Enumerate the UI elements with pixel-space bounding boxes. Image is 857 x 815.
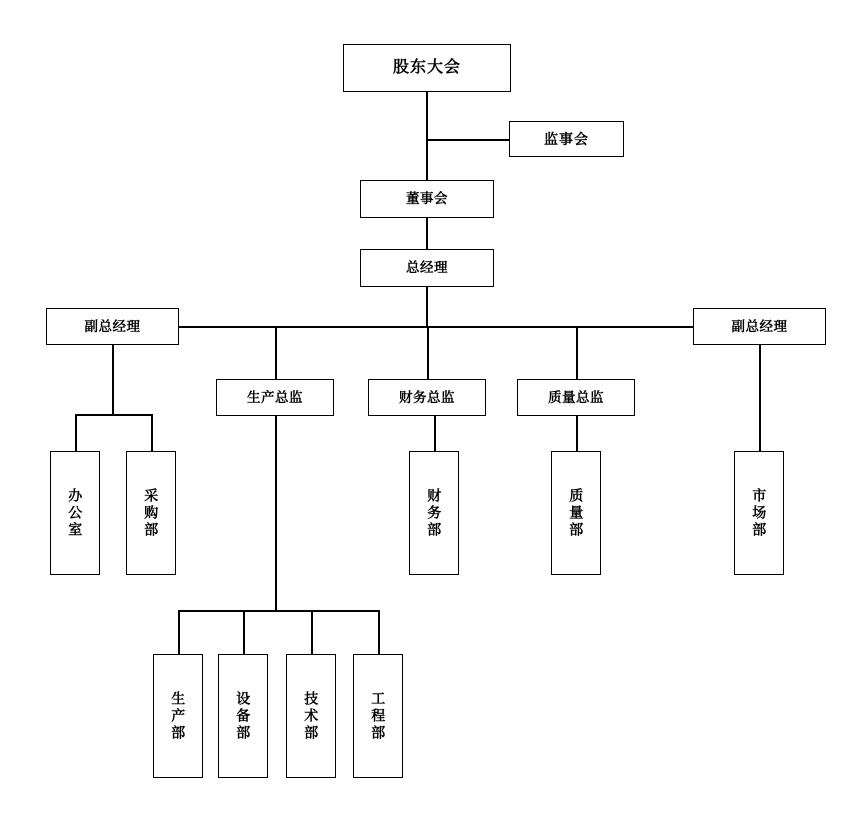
org-node-label: 股东大会 — [392, 58, 461, 76]
org-node-label: 财务总监 — [399, 389, 455, 405]
connector-prod-dir-down — [275, 416, 277, 610]
org-node-shareholders[interactable] — [343, 44, 511, 92]
org-node-qa-dir[interactable] — [517, 379, 635, 416]
org-node-prod-dir[interactable] — [216, 379, 334, 416]
connector-board-to-gm — [426, 218, 428, 249]
org-node-label: 工程部 — [370, 690, 387, 742]
org-node-quality[interactable] — [551, 451, 601, 575]
org-node-office[interactable] — [50, 451, 100, 575]
connector-qa-dir-up — [576, 326, 578, 379]
org-node-label: 设备部 — [235, 690, 252, 742]
org-node-label: 监事会 — [544, 130, 589, 147]
org-node-label: 副总经理 — [731, 318, 788, 334]
org-node-label: 市场部 — [751, 487, 768, 539]
org-node-label: 生产部 — [170, 690, 187, 742]
org-node-purchase[interactable] — [126, 451, 176, 575]
org-node-label: 办公室 — [67, 487, 84, 539]
connector-market-up — [759, 345, 761, 451]
org-node-technology[interactable] — [286, 654, 336, 778]
org-node-market[interactable] — [734, 451, 784, 575]
org-node-vgm-right[interactable] — [693, 308, 826, 345]
org-node-label: 生产总监 — [247, 389, 303, 405]
connector-supervisors-branch — [426, 139, 509, 141]
org-node-label: 质量总监 — [548, 389, 604, 405]
connector-prod-children-bus — [178, 610, 378, 612]
org-node-board[interactable] — [360, 180, 494, 218]
connector-equipment-up — [243, 610, 245, 654]
org-node-label: 质量部 — [568, 487, 585, 539]
connector-engineering-up — [378, 610, 380, 654]
connector-finance-up — [434, 416, 436, 451]
org-node-production[interactable] — [153, 654, 203, 778]
org-node-label: 董事会 — [406, 191, 448, 207]
org-node-engineering[interactable] — [353, 654, 403, 778]
org-node-label: 采购部 — [143, 487, 160, 539]
org-node-label: 技术部 — [303, 690, 320, 742]
connector-shareholders-down-2 — [426, 139, 428, 180]
org-node-label: 总经理 — [406, 260, 448, 276]
connector-office-up — [75, 414, 77, 451]
connector-gm-down — [426, 287, 428, 326]
connector-level3-bus — [112, 326, 781, 328]
org-node-equipment[interactable] — [218, 654, 268, 778]
org-node-vgm-left[interactable] — [46, 308, 179, 345]
connector-shareholders-down-1 — [426, 92, 428, 139]
connector-vgm-left-down — [112, 345, 114, 414]
connector-technology-up — [311, 610, 313, 654]
org-node-supervisors[interactable] — [509, 121, 624, 157]
connector-purchase-up — [151, 414, 153, 451]
org-node-gm[interactable] — [360, 249, 494, 287]
connector-quality-up — [576, 416, 578, 451]
org-node-label: 财务部 — [426, 487, 443, 539]
org-node-fin-dir[interactable] — [368, 379, 486, 416]
org-node-finance[interactable] — [409, 451, 459, 575]
org-node-label: 副总经理 — [84, 318, 141, 334]
connector-office-purchase-bus — [75, 414, 152, 416]
connector-prod-dir-up — [275, 326, 277, 379]
connector-fin-dir-up — [427, 326, 429, 379]
connector-production-up — [178, 610, 180, 654]
